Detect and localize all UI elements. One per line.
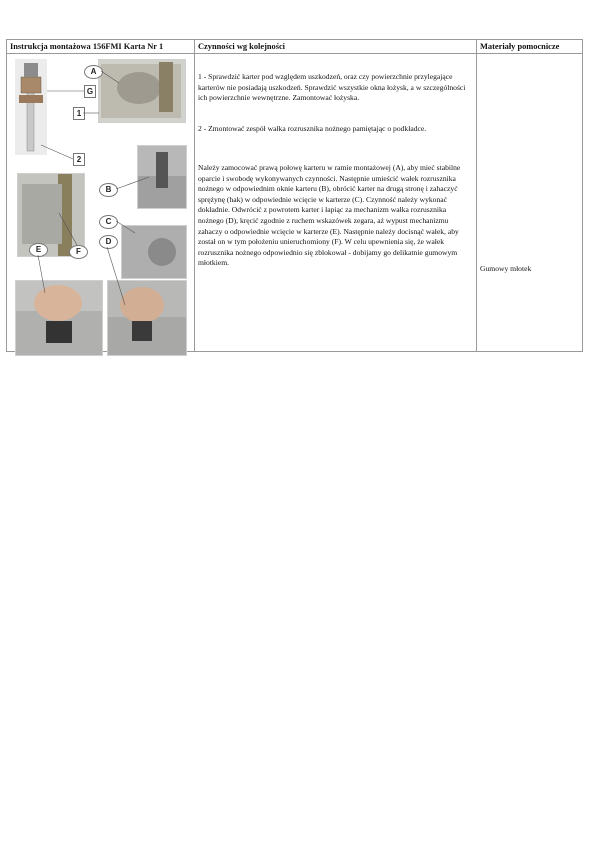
assembly-photos: [7, 55, 194, 351]
step-1-text: 1 - Sprawdzić karter pod względem uszkodzeń, oraz czy powierzchnie przylegające karterów nie posiadają uszkodzeń. Sprawdzić wszystkie okna łożysk, a w szczególności ich powierzchnie wewnętrzne. Zamontować łożyska.: [198, 72, 466, 103]
header-materials: Materiały pomocnicze: [477, 40, 583, 54]
header-steps: Czynności wg kolejności: [195, 40, 476, 54]
column-divider: [476, 40, 477, 351]
materials-text: Gumowy młotek: [480, 264, 532, 273]
column-divider: [194, 40, 195, 351]
label-e: E: [29, 243, 48, 257]
leader-lines: [7, 55, 194, 353]
label-2: 2: [73, 153, 85, 166]
label-g: G: [84, 85, 96, 98]
label-a: A: [84, 65, 103, 79]
procedure-text: Należy zamocować prawą połowę karteru w ramie montażowej (A), aby mieć stabilne oparcie i swobodę wykonywanych czynności. Następnie umieścić wałek rozrusznika nożnego w odpowiednim oknie karteru (B), obrócić karter na drugą stronę i zahaczyć sprężynę (hak) w odpowiednie wcięcie w karterze (C). Czynność należy wykonać dokładnie. Odwrócić z powrotem karter i łapiąc za mechanizm wałka rozrusznika nożnego (D), kręcić zgodnie z ruchem wskazówek zegara, aż wypust mechanizmu zahaczy o odpowiednie wcięcie w karterze (E). Następnie należy docisnąć wałek, aby został on w tym położeniu unieruchomiony (F). W celu upewnienia się, że wałek rozrusznika nożnego odpowiednio się zblokował - dobijamy go delikatnie gumowym młotkiem.: [198, 163, 461, 268]
label-1: 1: [73, 107, 85, 120]
label-d: D: [99, 235, 118, 249]
label-c: C: [99, 215, 118, 229]
instruction-sheet-table: [6, 39, 583, 352]
header-card-title: Instrukcja montażowa 156FMI Karta Nr 1: [7, 40, 194, 54]
step-2-text: 2 - Zmontować zespół wałka rozrusznika nożnego pamiętając o podkładce.: [198, 124, 427, 133]
label-f: F: [69, 245, 88, 259]
label-b: B: [99, 183, 118, 197]
